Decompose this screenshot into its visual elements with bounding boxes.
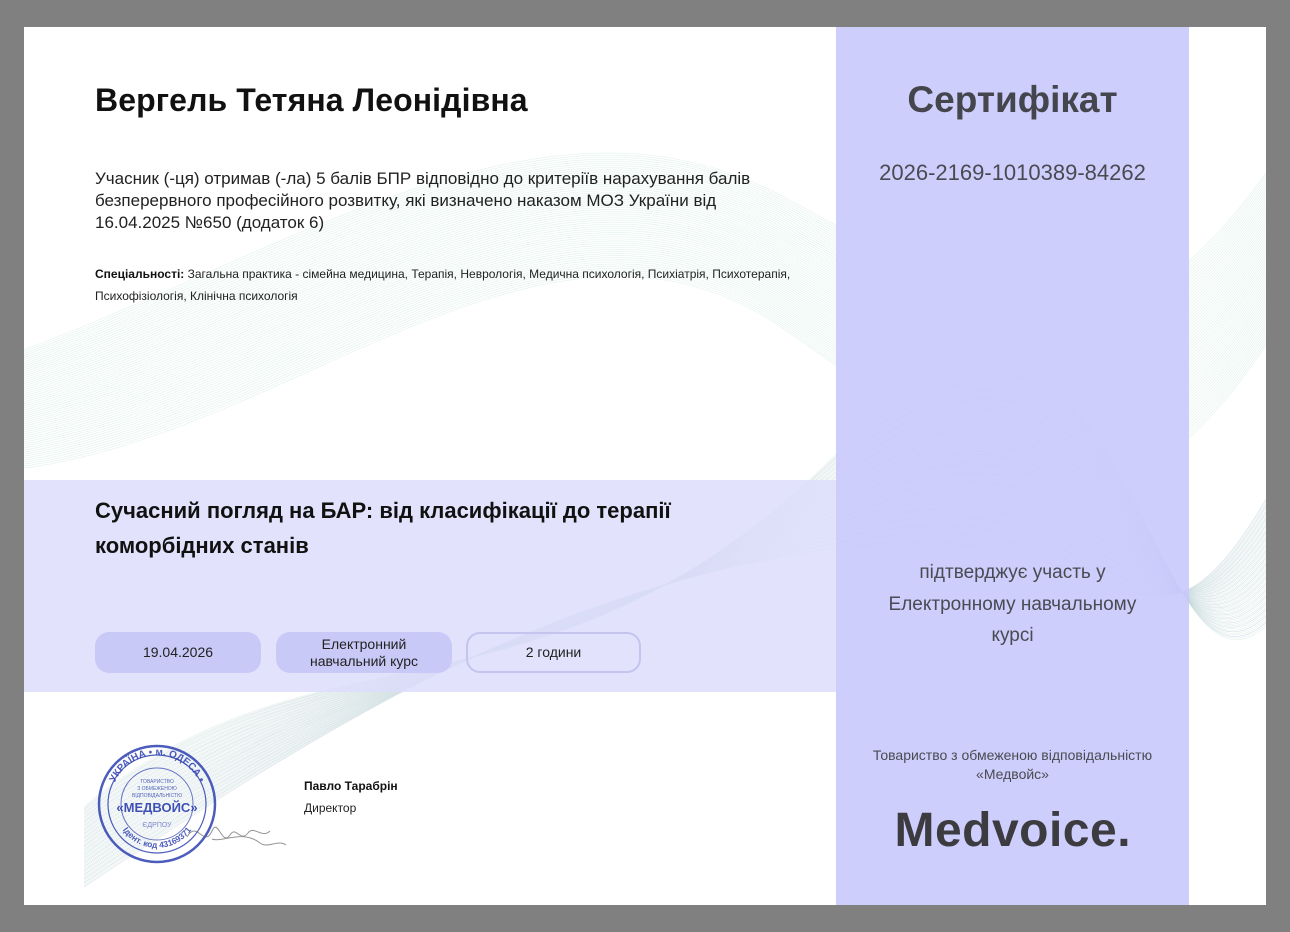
points-description: Учасник (-ця) отримав (-ла) 5 балів БПР відповідно до критеріїв нарахування балів безперервного професійного розвитку, які визначено наказом МОЗ України від 16.04.2025 №650 (додаток 6): [95, 169, 751, 232]
participation-confirmation: підтверджує участь у Електронному навчальному курсі: [888, 562, 1137, 646]
course-title: Сучасний погляд на БАР: від класифікації до терапії коморбідних станів: [95, 498, 671, 558]
svg-text:З ОБМЕЖЕНОЮ: З ОБМЕЖЕНОЮ: [137, 786, 177, 792]
svg-text:«МЕДВОЙС»: «МЕДВОЙС»: [116, 800, 198, 815]
company-stamp-with-signature: [92, 739, 292, 869]
course-format: Електронний навчальний курс: [309, 635, 419, 669]
certificate-number: 2026-2169-1010389-84262: [879, 160, 1146, 185]
course-duration-badge: [466, 632, 641, 673]
svg-text:ВІДПОВІДАЛЬНІСТЮ: ВІДПОВІДАЛЬНІСТЮ: [131, 793, 183, 799]
specialties: [95, 263, 795, 307]
logo-wordmark: Medvoice: [894, 804, 1118, 857]
stamp-seal: [99, 746, 215, 862]
svg-text:ТОВАРИСТВО: ТОВАРИСТВО: [140, 779, 174, 785]
specialties-value: Загальна практика - сімейна медицина, Терапія, Неврологія, Медична психологія, Психіатрія, Психотерапія, Психофізіологія, Клінічна психологія: [95, 267, 791, 303]
medvoice-logo: [836, 803, 1189, 858]
recipient-name: Вергель Тетяна Леонідівна: [95, 82, 528, 118]
specialties-label: Спеціальності:: [95, 267, 185, 281]
course-format-badge: [276, 632, 452, 673]
svg-text:УКРАЇНА • м. ОДЕСА •: УКРАЇНА • м. ОДЕСА •: [107, 746, 207, 785]
signatory-role: Директор: [304, 801, 357, 815]
course-date: 19.04.2026: [142, 644, 214, 660]
certificate-title: Сертифікат: [907, 79, 1118, 120]
certificate-document: [24, 27, 1266, 905]
issuing-company: Товариство з обмеженою відповідальністю «Медвойс»: [872, 747, 1153, 782]
svg-text:Ідент. код 43169371: Ідент. код 43169371: [120, 824, 194, 850]
course-date-badge: [95, 632, 261, 673]
logo-dot: .: [1117, 804, 1131, 857]
course-duration: 2 години: [525, 644, 582, 660]
signatory-name: Павло Тарабрін: [304, 779, 398, 793]
svg-text:ЄДРПОУ: ЄДРПОУ: [142, 822, 172, 829]
